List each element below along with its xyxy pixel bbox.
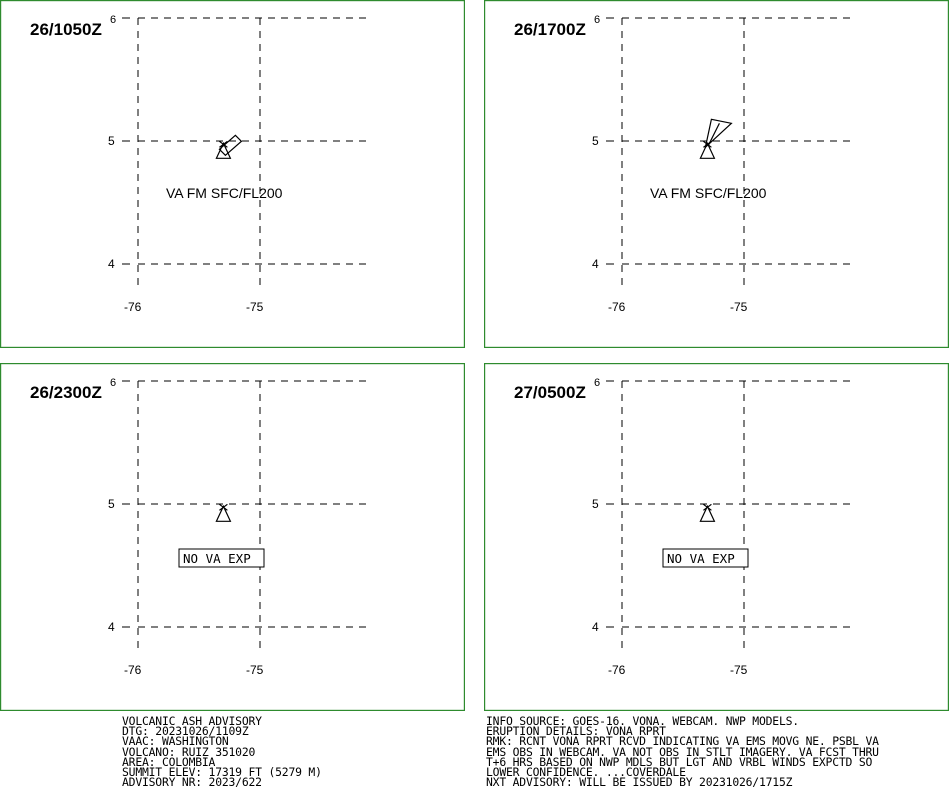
valid-time-title: 26/1700Z <box>514 20 586 39</box>
valid-time-title: 26/1050Z <box>30 20 102 39</box>
remarks-line: RMK: RCNT VONA RPRT RCVD INDICATING VA EMS MOVG NE. PSBL VA <box>486 734 879 749</box>
map-canvas <box>484 0 949 348</box>
latitude-tick-label: 4 <box>108 257 115 271</box>
longitude-tick-label: -76 <box>124 300 142 314</box>
map-canvas <box>0 0 465 348</box>
volcano-triangle-icon <box>216 504 230 521</box>
map-canvas <box>484 363 949 711</box>
latitude-tick-label: 5 <box>108 497 115 511</box>
latitude-tick-label: 6 <box>110 377 117 389</box>
forecast-panel <box>484 0 949 348</box>
panel-frame <box>485 1 949 348</box>
advisory-line: DTG: 20231026/1109Z <box>122 724 249 739</box>
latitude-tick-label: 6 <box>110 14 117 26</box>
advisory-header-block <box>122 714 322 790</box>
longitude-tick-label: -76 <box>608 300 626 314</box>
advisory-line: ADVISORY NR: 2023/622 <box>122 775 262 790</box>
latitude-tick-label: 6 <box>594 14 601 26</box>
no-ash-label: NO VA EXP <box>183 551 251 566</box>
forecast-panel <box>0 0 465 348</box>
remarks-line: ERUPTION DETAILS: VONA RPRT <box>486 724 666 739</box>
panel-frame <box>1 364 465 711</box>
latitude-tick-label: 5 <box>592 497 599 511</box>
longitude-tick-label: -76 <box>124 663 142 677</box>
valid-time-title: 27/0500Z <box>514 383 586 402</box>
latitude-tick-label: 6 <box>594 377 601 389</box>
latitude-tick-label: 4 <box>108 620 115 634</box>
map-canvas <box>0 363 465 711</box>
longitude-tick-label: -75 <box>730 300 748 314</box>
longitude-tick-label: -75 <box>246 300 264 314</box>
latitude-tick-label: 5 <box>108 134 115 148</box>
latitude-tick-label: 4 <box>592 257 599 271</box>
remarks-line: INFO SOURCE: GOES-16. VONA. WEBCAM. NWP MODELS. <box>486 714 799 728</box>
ash-layer-label: VA FM SFC/FL200 <box>650 185 767 201</box>
forecast-panel <box>0 363 465 711</box>
longitude-tick-label: -75 <box>246 663 264 677</box>
advisory-line: VAAC: WASHINGTON <box>122 734 229 749</box>
longitude-tick-label: -76 <box>608 663 626 677</box>
advisory-line: SUMMIT ELEV: 17319 FT (5279 M) <box>122 764 322 779</box>
latitude-tick-label: 5 <box>592 134 599 148</box>
latitude-tick-label: 4 <box>592 620 599 634</box>
no-ash-label: NO VA EXP <box>667 551 735 566</box>
ash-layer-label: VA FM SFC/FL200 <box>166 185 283 201</box>
volcano-triangle-icon <box>216 141 230 158</box>
remarks-line: EMS OBS IN WEBCAM. VA NOT OBS IN STLT IMAGERY. VA FCST THRU <box>486 744 879 759</box>
advisory-line: VOLCANO: RUIZ 351020 <box>122 744 256 759</box>
valid-time-title: 26/2300Z <box>30 383 102 402</box>
advisory-remarks-block <box>486 714 879 790</box>
longitude-tick-label: -75 <box>730 663 748 677</box>
advisory-line: AREA: COLOMBIA <box>122 754 216 769</box>
remarks-line: NXT ADVISORY: WILL BE ISSUED BY 20231026/1715Z <box>486 775 793 790</box>
forecast-panel <box>484 363 949 711</box>
panel-frame <box>1 1 465 348</box>
advisory-line: VOLCANIC ASH ADVISORY <box>122 714 262 728</box>
panel-frame <box>485 364 949 711</box>
remarks-line: T+6 HRS BASED ON NWP MDLS BUT LGT AND VRBL WINDS EXPCTD SO <box>486 754 873 769</box>
remarks-line: LOWER CONFIDENCE. ...COVERDALE <box>486 764 686 779</box>
volcano-triangle-icon <box>700 504 714 521</box>
volcano-triangle-icon <box>700 141 714 158</box>
